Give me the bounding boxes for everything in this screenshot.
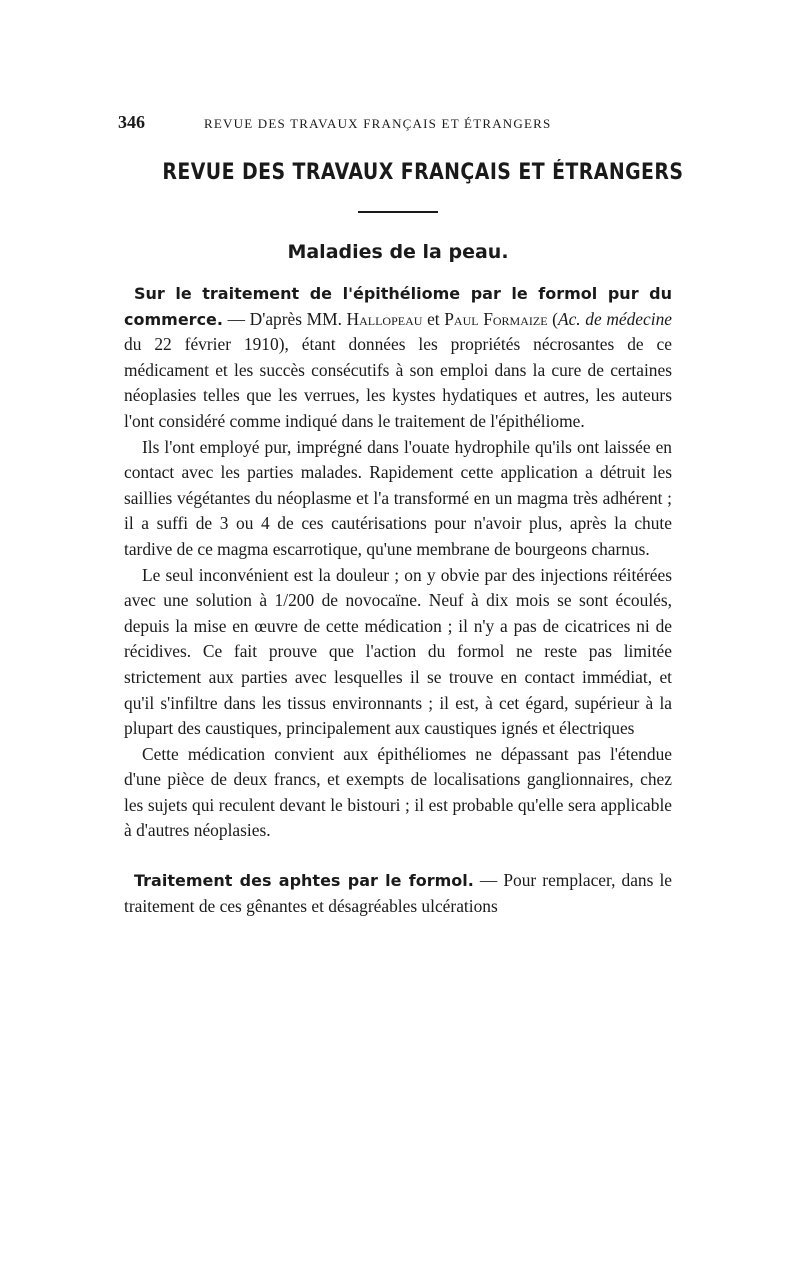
page: [118, 112, 684, 919]
author-separator: et: [422, 308, 445, 329]
running-head: [118, 112, 672, 140]
paragraph-1: [124, 281, 672, 435]
title-divider: [358, 211, 438, 213]
paragraph-text: du 22 février 1910), étant données les propriétés nécrosantes de ce médicament et les succès consécutifs à son emploi dans la cure de certaines néoplasies telles que les verrues, les kystes hydatiques et autres, les auteurs l'ont considéré comme indiqué dans le traitement de l'épithéliome.: [124, 334, 672, 431]
source-open: (: [547, 308, 558, 329]
article-lead: Sur le traitement de l'épithéliome par le formol pur du commerce.: [124, 284, 672, 329]
section-title: REVUE DES TRAVAUX FRANÇAIS ET ÉTRANGERS: [162, 160, 684, 185]
article-lead: Traitement des aphtes par le formol.: [134, 871, 474, 891]
subsection-title: Maladies de la peau.: [287, 241, 509, 263]
paragraph-4: Cette médication convient aux épithéliomes ne dépassant pas l'étendue d'une pièce de deux francs, et exempts de localisations ganglionnaires, chez les sujets qui reculent devant le bistouri ; il est probable qu'elle sera applicable à d'autres néoplasies.: [124, 743, 672, 841]
paragraph-5: [124, 868, 672, 919]
paragraph-text: — Pour remplacer, dans le traitement de ces gênantes et désagréables ulcérations: [124, 870, 673, 916]
intro-text: — D'après MM.: [222, 308, 347, 329]
author-name: Paul Formaize: [444, 308, 548, 329]
paragraph-2: Ils l'ont employé pur, imprégné dans l'ouate hydrophile qu'ils ont laissée en contact avec les parties malades. Rapidement cette application a détruit les saillies végétantes du néoplasme et l'a transformé en un magma très adhérent ; il a suffi de 3 ou 4 de ces cautérisations pour n'avoir plus, après la chute tardive de ce magma escarrotique, qu'une membrane de bourgeons charnus.: [124, 436, 672, 559]
page-number: 346: [118, 112, 145, 132]
author-name: Hallopeau: [346, 308, 423, 329]
source-journal: Ac. de médecine: [557, 308, 672, 329]
paragraph-3: Le seul inconvénient est la douleur ; on y obvie par des injections réitérées avec une solution à 1/200 de novocaïne. Neuf à dix mois se sont écoulés, depuis la mise en œuvre de cette médication ; il n'y a pas de cicatrices ni de récidives. Ce fait prouve que l'action du formol ne reste pas limitée strictement aux parties avec lesquelles il se trouve en contact immédiat, et qu'il s'infiltre dans les tissus environnants ; il est, à cet égard, supérieur à la plupart des caustiques, principalement aux caustiques ignés et électriques: [124, 564, 672, 739]
running-title: REVUE DES TRAVAUX FRANÇAIS ET ÉTRANGERS: [204, 116, 552, 131]
article-epitheliome: [124, 281, 672, 844]
article-aphtes: [124, 868, 672, 919]
